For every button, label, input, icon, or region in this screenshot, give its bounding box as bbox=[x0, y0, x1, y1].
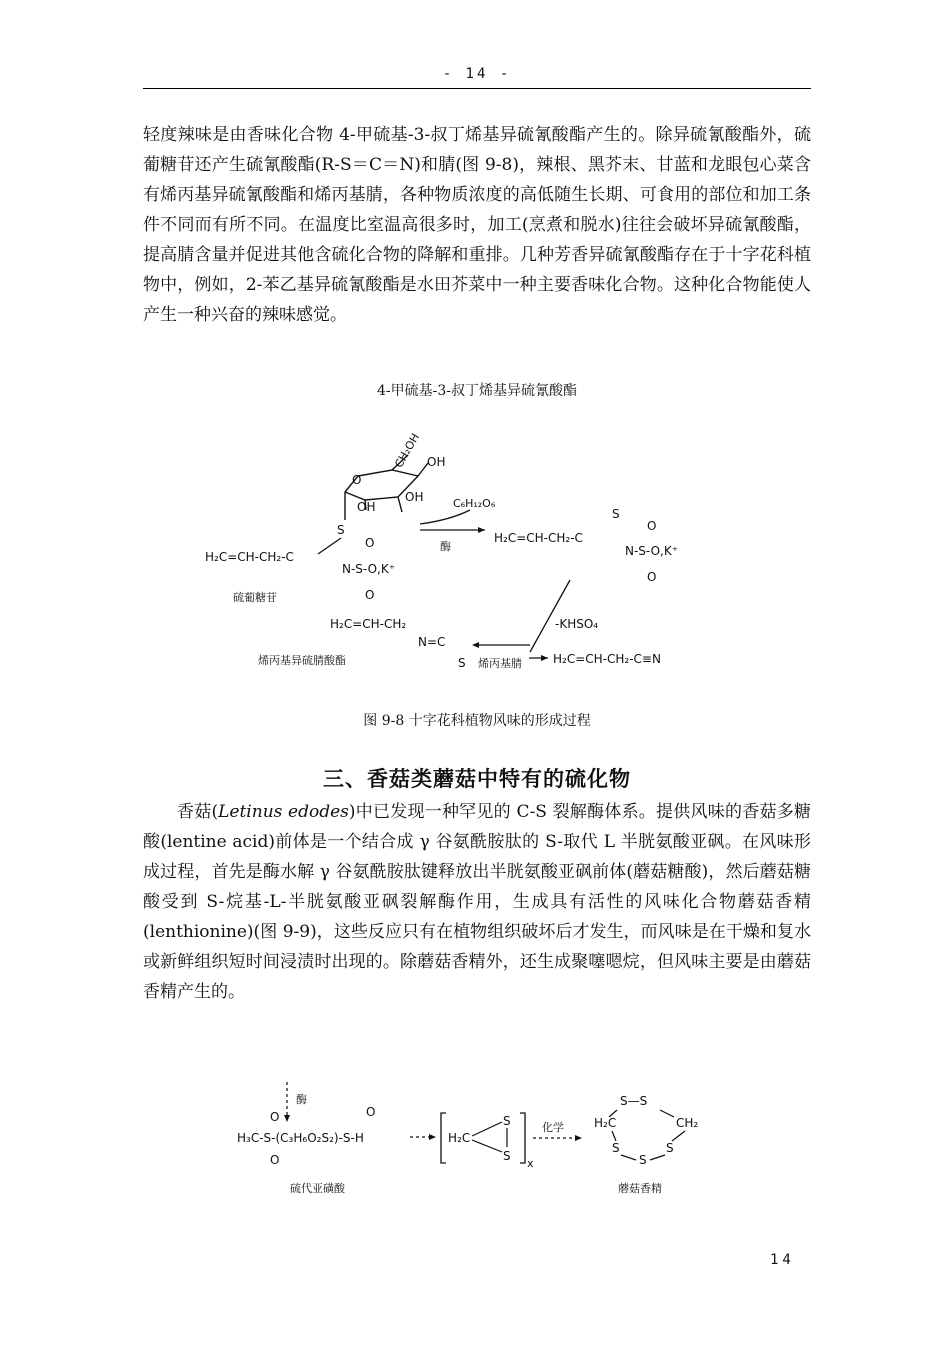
glucose-sulfur: S bbox=[337, 523, 345, 537]
intermediate-s: S bbox=[612, 507, 620, 521]
ring-h2c: H₂C bbox=[594, 1116, 617, 1130]
nitrile-formula: H₂C=CH-CH₂-C≡N bbox=[553, 652, 661, 666]
left-o-top: O bbox=[270, 1110, 280, 1124]
nitrile-label: 烯丙基腈 bbox=[478, 657, 522, 670]
glucosinolate-label: 硫葡糖苷 bbox=[233, 591, 277, 604]
ring-s-bottom: S bbox=[639, 1153, 647, 1167]
thiocyanate-nc: N=C bbox=[418, 635, 446, 649]
bracket-x: x bbox=[527, 1157, 534, 1170]
thiocyanate-label: 烯丙基异硫腈酸酯 bbox=[258, 654, 346, 667]
glucose-formula: C₆H₁₂O₆ bbox=[453, 497, 496, 510]
sulfonate-right: N-S-O,K⁺ bbox=[625, 544, 679, 558]
ring-oxygen: O bbox=[352, 473, 362, 487]
oh-label-3: OH bbox=[357, 500, 376, 514]
sulfonate-o-bottom: O bbox=[365, 588, 375, 602]
compound-caption: 4-甲硫基-3-叔丁烯基异硫氰酸酯 bbox=[376, 383, 577, 399]
species-name: Letinus edodes bbox=[218, 802, 349, 822]
p2-before: 香菇( bbox=[177, 802, 219, 822]
khso4-label: -KHSO₄ bbox=[555, 617, 599, 631]
chem-label: 化学 bbox=[542, 1121, 564, 1134]
bracket-s-bottom: S bbox=[503, 1149, 511, 1163]
sulfonate-right-o-top: O bbox=[647, 519, 657, 533]
oh-label-2: OH bbox=[405, 490, 424, 504]
ring-s-right: S bbox=[666, 1141, 674, 1155]
enzyme-label-2: 酶 bbox=[296, 1093, 307, 1106]
figure-caption: 图 9-8 十字花科植物风味的形成过程 bbox=[363, 713, 591, 729]
product-label: 蘑菇香精 bbox=[618, 1182, 662, 1195]
bracket-s-top: S bbox=[503, 1114, 511, 1128]
thiocyanate-s: S bbox=[458, 656, 466, 670]
page-header: - 14 - bbox=[442, 66, 512, 82]
left-label: 硫代亚磺酸 bbox=[290, 1182, 345, 1195]
bracket-h2c: H₂C bbox=[448, 1131, 471, 1145]
left-formula: H₃C-S-(C₃H₆O₂S₂)-S-H bbox=[237, 1131, 364, 1145]
thiocyanate-top: H₂C=CH-CH₂ bbox=[330, 617, 407, 631]
paragraph-isothiocyanate: 轻度辣味是由香味化合物 4-甲硫基-3-叔丁烯基异硫氰酸酯产生的。除异硫氰酸酯外，硫葡糖苷还产生硫氰酸酯(R-S＝C＝N)和腈(图 9-8)，辣根、黑芥末、甘蓝和龙眼包心菜含有烯丙基异硫氰酸酯和烯丙基腈，各种物质浓度的高低随生长期、可食用的部位和加工条件不同而有所不同。在温度比室温高很多时，加工(烹煮和脱水)往往会破坏异硫氰酸酯，提高腈含量并促进其他含硫化合物的降解和重排。几种芳香异硫氰酸酯存在于十字花科植物中，例如，2-苯乙基异硫氰酸酯是水田芥菜中一种主要香味化合物。这种化合物能使人产生一种兴奋的辣味感觉。 bbox=[143, 125, 811, 325]
sulfonate-o-top: O bbox=[365, 536, 375, 550]
ch2oh-label: CH₂OH bbox=[392, 431, 423, 471]
ring-s-left: S bbox=[612, 1141, 620, 1155]
sulfonate-right-o-bottom: O bbox=[647, 570, 657, 584]
left-o-bottom: O bbox=[270, 1153, 280, 1167]
mid-o-top: O bbox=[366, 1105, 376, 1119]
ring-s-s: S—S bbox=[620, 1094, 648, 1108]
allyl-chain: H₂C=CH-CH₂-C bbox=[205, 550, 294, 564]
oh-label-1: OH bbox=[427, 455, 446, 469]
sulfonate-left: N-S-O,K⁺ bbox=[342, 562, 396, 576]
enzyme-label-1: 酶 bbox=[440, 540, 451, 553]
page-number: 14 bbox=[770, 1252, 795, 1268]
p2-after: )中已发现一种罕见的 C-S 裂解酶体系。提供风味的香菇多糖酸(lentine acid)前体是一个结合成 γ 谷氨酰胺肽的 S-取代 L 半胱氨酸亚砜。在风味形成过程，首先是酶水解 γ 谷氨酰胺肽键释放出半胱氨酸亚砜前体(蘑菇糖酸)，然后蘑菇糖酸受到 S-烷基-L-半胱氨酸亚砜裂解酶作用，生成具有活性的风味化合物蘑菇香精(lenthionine)(图 9-9)，这些反应只有在植物组织破坏后才发生，而风味是在干燥和复水或新鲜组织短时间浸渍时出现的。除蘑菇香精外，还生成聚噻嗯烷，但风味主要是由蘑菇香精产生的。 bbox=[143, 802, 811, 1002]
intermediate-chain: H₂C=CH-CH₂-C bbox=[494, 531, 583, 545]
ring-ch2: CH₂ bbox=[676, 1116, 699, 1130]
section-title: 三、香菇类蘑菇中特有的硫化物 bbox=[323, 766, 631, 791]
